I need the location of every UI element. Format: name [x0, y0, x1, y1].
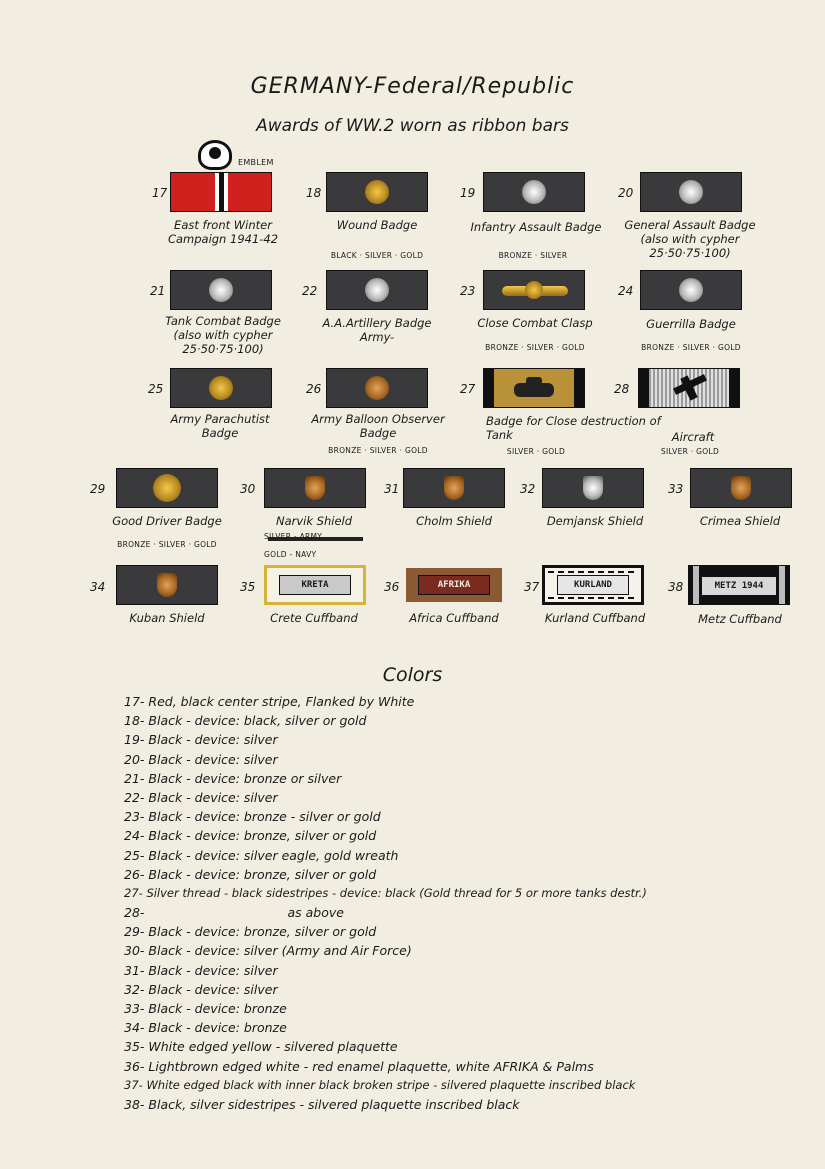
ribbon-label: Crimea Shield — [699, 514, 781, 528]
ribbon-number: 36 — [384, 580, 400, 594]
ribbon-number: 32 — [520, 482, 536, 496]
ribbon-20 — [640, 172, 742, 212]
ribbon-grades: BRONZE · SILVER · GOLD — [485, 343, 585, 352]
ribbon-label: Cholm Shield — [416, 514, 492, 528]
ribbon-35 — [264, 565, 366, 605]
ribbon-33 — [690, 468, 792, 508]
ribbon-24 — [640, 270, 742, 310]
list-item: 36- Lightbrown edged white - red enamel plaquette, white AFRIKA & Palms — [124, 1058, 594, 1074]
list-item: 22- Black - device: silver — [124, 789, 278, 805]
ribbon-number: 23 — [460, 284, 476, 298]
list-item: 25- Black - device: silver eagle, gold wreath — [124, 847, 399, 863]
ribbon-25 — [170, 368, 272, 408]
crete-plaquette: KRETA — [279, 575, 352, 595]
ribbon-29 — [116, 468, 218, 508]
ribbon-number: 26 — [306, 382, 322, 396]
ribbon-21 — [170, 270, 272, 310]
list-item: 31- Black - device: silver — [124, 962, 278, 978]
ribbon-label: Army Balloon Observer Badge — [311, 412, 445, 440]
general-assault-badge-icon — [679, 180, 703, 204]
ribbon-37 — [542, 565, 644, 605]
ribbon-number: 24 — [618, 284, 634, 298]
ribbon-grades: BRONZE · SILVER · GOLD — [641, 343, 741, 352]
ribbon-number: 29 — [90, 482, 106, 496]
artillery-badge-icon — [365, 278, 389, 302]
ribbon-number: 31 — [384, 482, 400, 496]
list-item: 33- Black - device: bronze — [124, 1001, 287, 1016]
ribbon-number: 33 — [668, 482, 684, 496]
ribbon-34 — [116, 565, 218, 605]
list-item: 24- Black - device: bronze, silver or gold — [124, 828, 377, 844]
page-title: GERMANY-Federal/Republic — [250, 74, 575, 99]
list-item: 34- Black - device: bronze — [124, 1020, 287, 1036]
ribbon-grades: BRONZE · SILVER — [498, 251, 568, 260]
ribbon-label: Kuban Shield — [129, 611, 205, 625]
list-item: 20- Black - device: silver — [124, 751, 278, 767]
africa-plaquette: AFRIKA — [418, 575, 491, 595]
list-item: 19- Black - device: silver — [124, 732, 278, 748]
ribbon-label: Guerrilla Badge — [646, 317, 736, 331]
ribbon-label: Aircraft — [671, 430, 715, 444]
ribbon-number: 21 — [150, 284, 166, 298]
ribbon-label: Good Driver Badge — [112, 514, 222, 528]
cholm-shield-icon — [444, 476, 464, 500]
colors-heading: Colors — [382, 664, 443, 686]
ribbon-number: 18 — [306, 186, 322, 200]
list-item: 30- Black - device: silver (Army and Air Force) — [124, 943, 412, 959]
ribbon-grades: SILVER · GOLD — [506, 447, 566, 456]
ribbon-number: 25 — [148, 382, 164, 396]
ribbon-label: Infantry Assault Badge — [470, 220, 602, 234]
ribbon-label: Metz Cuffband — [698, 612, 782, 626]
colors-list — [124, 692, 804, 1114]
ribbon-number: 20 — [618, 186, 634, 200]
assault-badge-icon — [522, 180, 546, 204]
ribbon-18 — [326, 172, 428, 212]
ribbon-38 — [688, 565, 790, 605]
list-item: 35- White edged yellow - silvered plaquette — [124, 1039, 398, 1055]
ribbon-19 — [483, 172, 585, 212]
list-item: 28- as above — [124, 905, 344, 921]
guerrilla-badge-icon — [679, 278, 703, 302]
list-item: 37- White edged black with inner black broken stripe - silvered plaquette inscribed black — [124, 1077, 636, 1092]
ribbon-number: 28 — [614, 382, 630, 396]
ribbon-label: A.A.Artillery Badge Army- — [322, 316, 432, 344]
ribbon-label: East front Winter Campaign 1941-42 — [167, 218, 279, 246]
ribbon-30 — [264, 468, 366, 508]
tank-icon — [514, 383, 554, 397]
driver-badge-icon — [153, 474, 181, 502]
wound-badge-icon — [365, 180, 389, 204]
kuban-shield-icon — [157, 573, 177, 597]
kurland-plaquette: KURLAND — [557, 575, 630, 595]
list-item: 38- Black, silver sidestripes - silvered plaquette inscribed black — [124, 1096, 520, 1112]
ribbon-number: 35 — [240, 580, 256, 594]
list-item: 17- Red, black center stripe, Flanked by White — [124, 694, 415, 709]
ribbon-number: 38 — [668, 580, 684, 594]
list-item: 18- Black - device: black, silver or gold — [124, 713, 367, 729]
ribbon-number: 17 — [152, 186, 168, 200]
ribbon-label: Army Parachutist Badge — [170, 412, 270, 440]
demjansk-shield-icon — [583, 476, 603, 500]
crimea-shield-icon — [731, 476, 751, 500]
emblem-label: EMBLEM — [238, 158, 274, 167]
ribbon-23 — [483, 270, 585, 310]
ribbon-number: 22 — [302, 284, 318, 298]
list-item: 21- Black - device: bronze or silver — [124, 770, 342, 786]
ribbon-grades: BRONZE · SILVER · GOLD — [328, 446, 428, 455]
page-subtitle: Awards of WW.2 worn as ribbon bars — [256, 116, 569, 136]
ribbon-label: Demjansk Shield — [546, 514, 644, 528]
ribbon-label: Tank Combat Badge (also with cypher 25·50·75·100) — [165, 314, 281, 356]
list-item: 27- Silver thread - black sidestripes - device: black (Gold thread for 5 or more tanks destr.) — [124, 885, 647, 900]
ribbon-number: 34 — [90, 580, 106, 594]
ribbon-grades: SILVER · GOLD — [660, 447, 720, 456]
narvik-shield-icon — [305, 476, 325, 500]
ribbon-26 — [326, 368, 428, 408]
ribbon-28 — [638, 368, 740, 408]
ribbon-label: Close Combat Clasp — [477, 316, 593, 330]
ribbon-number: 27 — [460, 382, 476, 396]
tank-badge-icon — [209, 278, 233, 302]
ribbon-label: Crete Cuffband — [270, 611, 358, 625]
parachutist-badge-icon — [209, 376, 233, 400]
ribbon-number: 37 — [524, 580, 540, 594]
ribbon-31 — [403, 468, 505, 508]
ribbon-grades: SILVER - ARMY GOLD - NAVY — [264, 532, 323, 559]
ribbon-32 — [542, 468, 644, 508]
ribbon-label: Wound Badge — [336, 218, 418, 232]
list-item: 23- Black - device: bronze - silver or gold — [124, 809, 381, 825]
emblem-icon — [198, 140, 232, 170]
balloon-observer-badge-icon — [365, 376, 389, 400]
metz-plaquette: METZ 1944 — [701, 576, 777, 596]
ribbon-17 — [170, 172, 272, 212]
ribbon-number: 30 — [240, 482, 256, 496]
list-item: 26- Black - device: bronze, silver or gold — [124, 866, 377, 882]
ribbon-22 — [326, 270, 428, 310]
ribbon-27 — [483, 368, 585, 408]
ribbon-label: Kurland Cuffband — [544, 611, 646, 625]
ribbon-label: General Assault Badge (also with cypher 25·50·75·100) — [624, 218, 756, 260]
ribbon-label: Narvik Shield — [275, 514, 353, 528]
list-item: 29- Black - device: bronze, silver or gold — [124, 924, 377, 940]
list-item: 32- Black - device: silver — [124, 981, 278, 997]
ribbon-label: Badge for Close destruction of Tank — [486, 414, 661, 442]
ribbon-number: 19 — [460, 186, 476, 200]
ribbon-36 — [403, 565, 505, 605]
ribbon-label: Africa Cuffband — [409, 611, 499, 625]
ribbon-grades: BLACK · SILVER · GOLD — [330, 251, 424, 260]
ribbon-grades: BRONZE · SILVER · GOLD — [117, 540, 217, 549]
